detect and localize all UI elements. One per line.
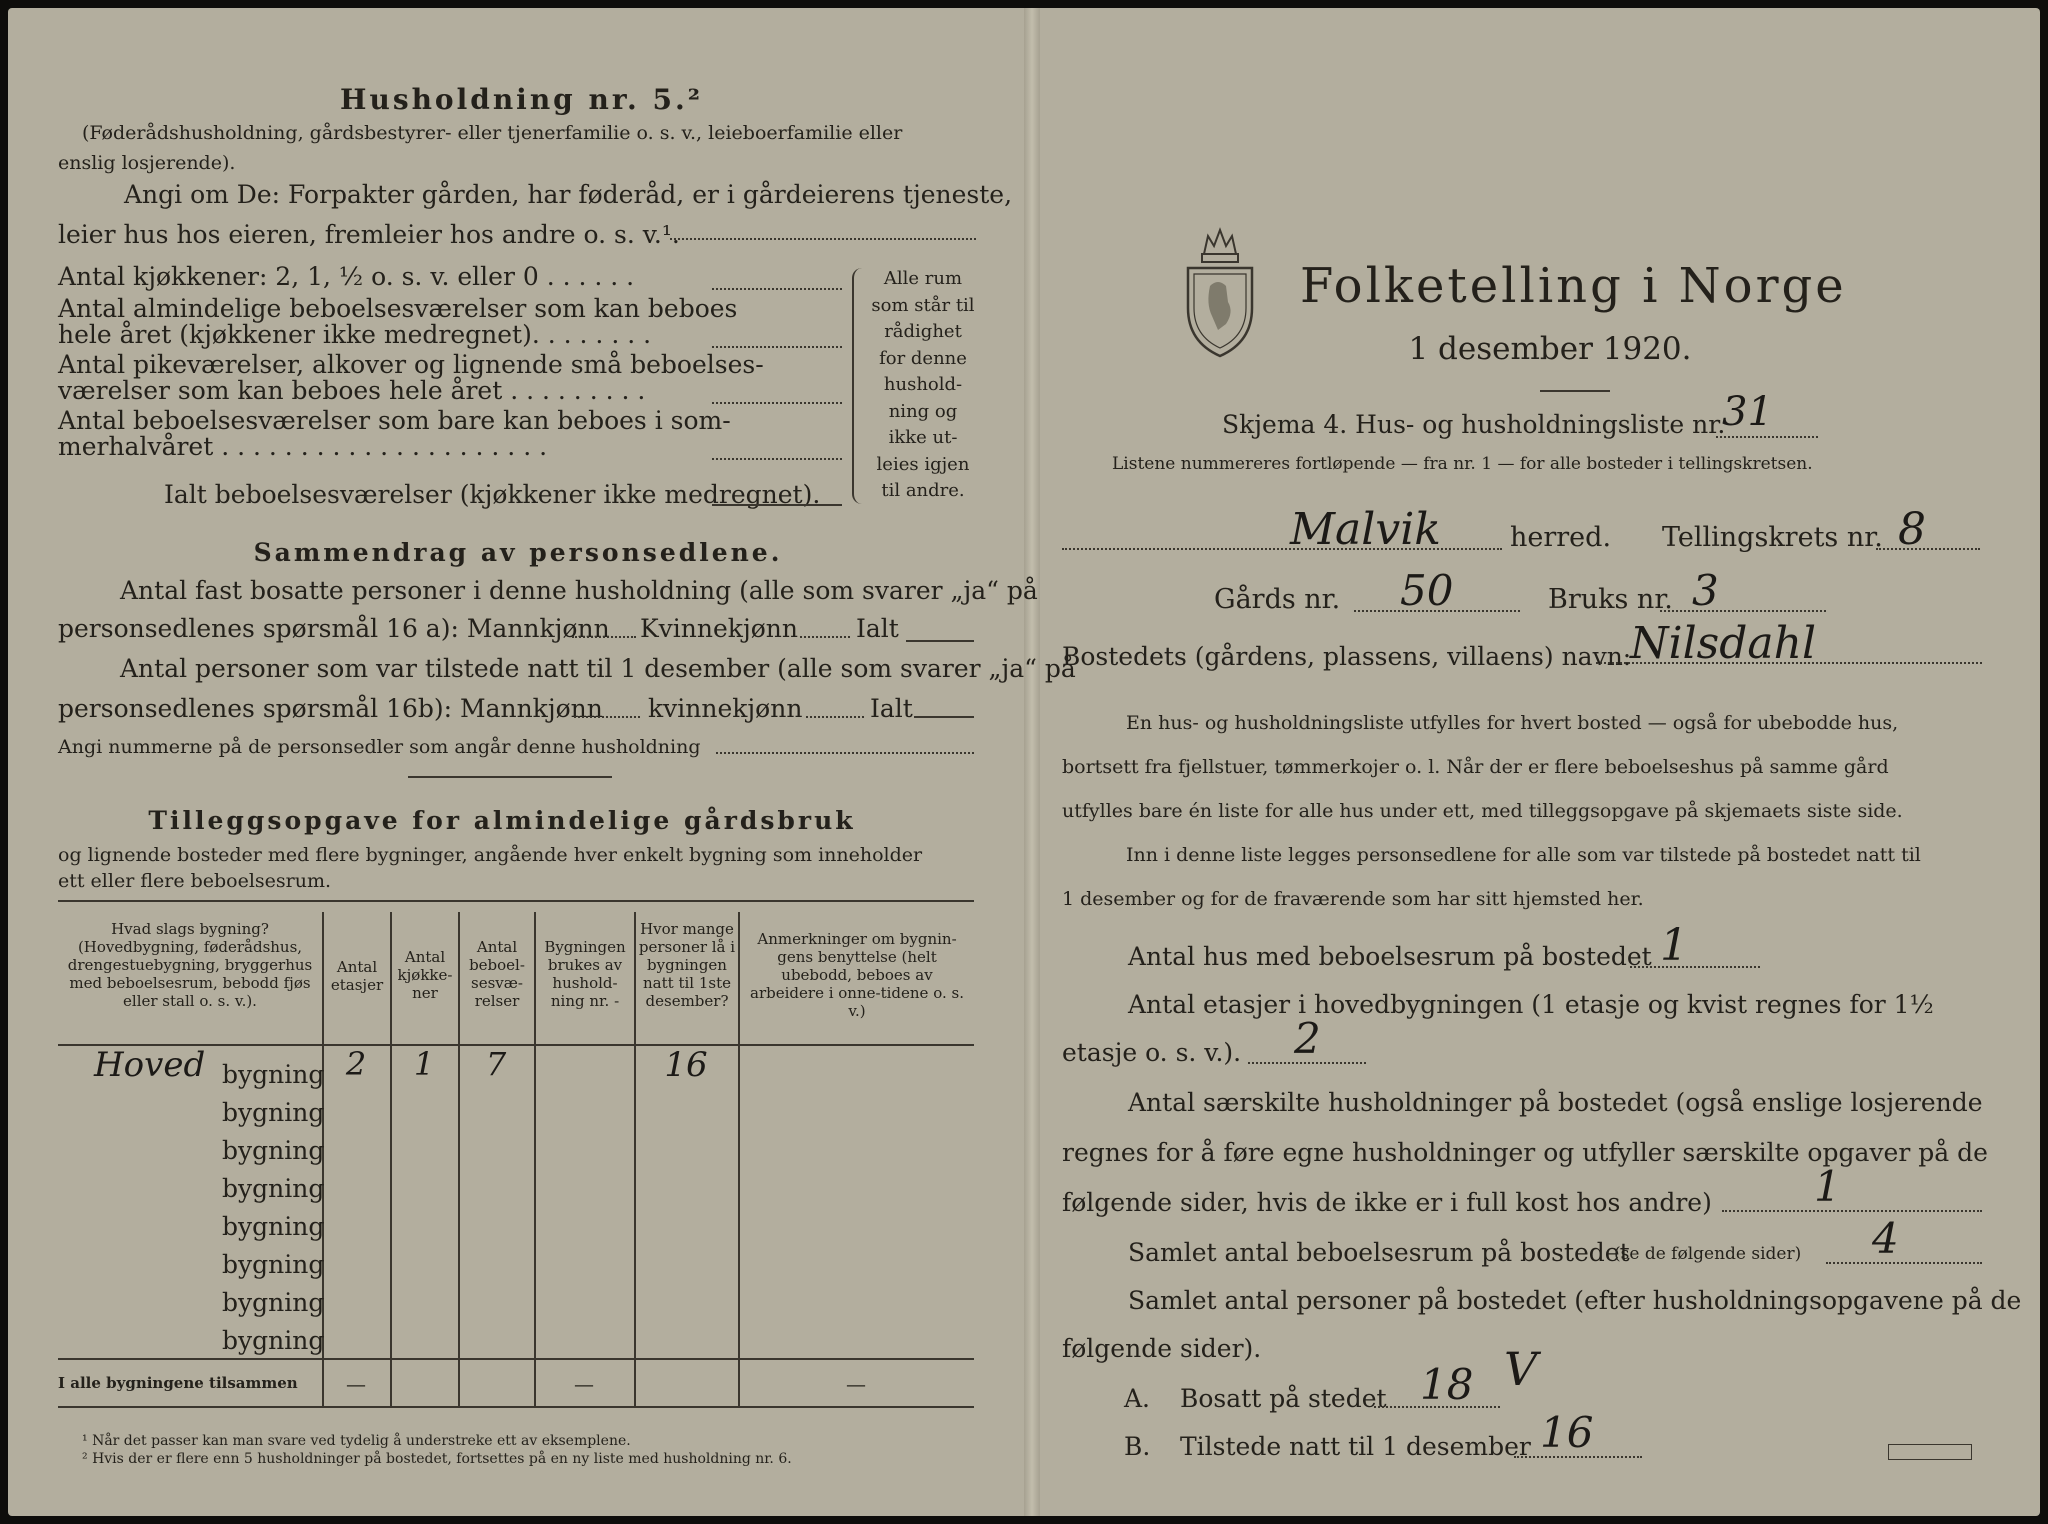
ordinary-rooms-line1: Antal almindelige beboelsesværelser som kan beboes	[58, 294, 738, 323]
total-rooms-label: Ialt beboelsesværelser (kjøkkener ikke medregnet).	[164, 480, 821, 509]
b-label: B.	[1124, 1432, 1151, 1461]
summer-rooms-line1: Antal beboelsesværelser som bare kan beboes i som-	[58, 406, 731, 435]
header-building-type: Hvad slags bygning? (Hovedbygning, føderådshus, drengestuebygning, bryggerhus med beboelsesrum, bebodd fjøs eller stall o. s. v.).	[67, 920, 313, 1010]
gards-label: Gårds nr.	[1214, 584, 1341, 615]
header-rooms: Antal beboel-sesvæ-relser	[469, 938, 525, 1010]
summary-p3: Angi nummerne på de personsedler som angår denne husholdning	[58, 736, 701, 758]
schema-value: 31	[1722, 389, 1773, 435]
side-note-line: hushold-	[883, 374, 963, 395]
q-rooms-value: 4	[1872, 1214, 1899, 1263]
q-households-value: 1	[1814, 1162, 1841, 1211]
row-building-type-value: Hoved	[94, 1045, 206, 1085]
row-rooms-value: 7	[485, 1045, 507, 1083]
row-kitchens-value: 1	[413, 1045, 435, 1083]
ordinary-rooms-answer-line	[712, 346, 842, 348]
total-floors-dash: —	[346, 1372, 366, 1396]
b-text: Tilstede natt til 1 desember	[1180, 1432, 1531, 1461]
header-kitchens: Antal kjøkke-ner	[397, 948, 453, 1002]
row-building-label: bygning	[222, 1060, 325, 1089]
side-note-line: som står til	[871, 294, 975, 316]
household-subtitle-line1: (Føderådshusholdning, gårdsbestyrer- eller tjenerfamilie o. s. v., leieboerfamilie eller	[82, 122, 903, 144]
table-row	[58, 1316, 974, 1354]
table-row	[58, 1240, 974, 1278]
total-row-label: I alle bygningene tilsammen	[58, 1374, 298, 1392]
side-note-line: ikke ut-	[888, 427, 958, 448]
angi-line1: Angi om De: Forpakter gården, har føderåd, er i gårdeierens tjeneste,	[124, 180, 1013, 209]
q-floors-value: 2	[1294, 1014, 1321, 1063]
ordinary-rooms-line2: hele året (kjøkkener ikke medregnet). . . . . . . .	[58, 320, 652, 349]
table-row	[58, 1126, 974, 1164]
maid-rooms-answer-line	[712, 402, 842, 404]
side-note-line: til andre.	[881, 480, 965, 501]
bosted-answer-line	[1596, 662, 1982, 664]
female-present-line	[806, 716, 864, 718]
side-note-brace	[852, 268, 864, 504]
table-top-border	[58, 900, 974, 902]
q-houses-label: Antal hus med beboelsesrum på bostedet	[1128, 942, 1652, 971]
male-present-line	[574, 716, 640, 718]
herred-label: herred.	[1510, 522, 1612, 553]
instr1-line2: bortsett fra fjellstuer, tømmerkojer o. l. Når der er flere beboelseshus på samme gård	[1062, 756, 1889, 778]
footnote-2: ² Hvis der er flere enn 5 husholdninger på bostedet, fortsettes på en ny liste med husholdning nr. 6.	[82, 1451, 792, 1467]
title-divider	[1540, 390, 1610, 392]
instr1-line1: En hus- og husholdningsliste utfylles for hvert bosted — også for ubebodde hus,	[1126, 712, 1899, 734]
total-household-dash: —	[574, 1372, 594, 1396]
kitchens-answer-line	[712, 288, 842, 290]
summer-rooms-line2: merhalvåret . . . . . . . . . . . . . . . . . . . . .	[58, 432, 548, 461]
q-floors-line2: etasje o. s. v.).	[1062, 1038, 1242, 1067]
a-value: 18	[1420, 1360, 1474, 1409]
header-notes: Anmerkninger om bygnin-gens benyttelse (helt ubebodd, beboes av arbeidere i onne-tidene o. s. v.)	[750, 930, 964, 1020]
b-value: 16	[1540, 1408, 1594, 1457]
header-persons: Hvor mange personer lå i bygningen natt til 1ste desember?	[638, 920, 736, 1010]
a-label: A.	[1124, 1384, 1151, 1413]
female-resident-line	[800, 636, 850, 638]
summary-p1-line1: Antal fast bosatte personer i denne husholdning (alle som svarer „ja“ på	[120, 576, 1038, 605]
page-fold	[1024, 8, 1040, 1516]
gards-answer-line	[1354, 610, 1520, 612]
maid-rooms-line1: Antal pikeværelser, alkover og lignende små beboelses-	[58, 350, 764, 379]
table-row	[58, 1164, 974, 1202]
table-bottom-border	[58, 1406, 974, 1408]
household-title: Husholdning nr. 5.²	[340, 83, 704, 116]
header-household: Bygningen brukes av hushold-ning nr. -	[544, 938, 626, 1010]
angi-line2: leier hus hos eieren, fremleier hos andre o. s. v.¹.	[58, 220, 680, 249]
bosted-value: Nilsdahl	[1630, 618, 1817, 669]
q-persons-line1: Samlet antal personer på bostedet (efter husholdningsopgavene på de	[1128, 1286, 2022, 1315]
total-resident-line	[906, 640, 974, 642]
numbering-note: Listene nummereres fortløpende — fra nr. 1 — for alle bosteder i tellingskretsen.	[1112, 454, 1813, 474]
side-note-line: for denne	[879, 347, 967, 369]
row-building-label: bygning	[222, 1174, 325, 1203]
summary-p2-line2-b: kvinnekjønn	[648, 694, 803, 723]
q-houses-value: 1	[1660, 920, 1688, 971]
summary-p2-line2-a: personsedlenes spørsmål 16b): Mannkjønn	[58, 694, 603, 723]
total-present-line	[914, 716, 974, 718]
side-note-line: leies igjen	[876, 453, 970, 475]
a-check-mark: V	[1504, 1342, 1538, 1396]
q-rooms-answer-line	[1826, 1262, 1982, 1264]
row-building-label: bygning	[222, 1098, 325, 1127]
table-row	[58, 1202, 974, 1240]
summary-p1-line2-b: Kvinnekjønn	[640, 614, 798, 643]
building-table	[58, 900, 976, 1410]
row-persons-value: 16	[664, 1045, 708, 1085]
krets-answer-line	[1876, 548, 1980, 550]
angi-answer-line	[670, 238, 976, 240]
supplement-line2: ett eller flere beboelsesrum.	[58, 870, 332, 892]
section-divider	[408, 776, 612, 778]
schema-answer-line	[1716, 436, 1818, 438]
male-resident-line	[572, 636, 636, 638]
q-floors-line1: Antal etasjer i hovedbygningen (1 etasje og kvist regnes for 1½	[1128, 990, 1934, 1019]
supplement-line1: og lignende bosteder med flere bygninger, angående hver enkelt bygning som inneholder	[58, 844, 923, 866]
instr1-line3: utfylles bare én liste for alle hus under ett, med tilleggsopgave på skjemaets siste side.	[1062, 800, 1903, 822]
q-households-line2: regnes for å føre egne husholdninger og utfyller særskilte opgaver på de	[1062, 1138, 1988, 1167]
q-rooms-note: (se de følgende sider)	[1614, 1244, 1802, 1264]
bruks-value: 3	[1692, 566, 1719, 615]
b-answer-line	[1514, 1456, 1642, 1458]
total-notes-dash: —	[846, 1372, 866, 1396]
personsedler-answer-line	[716, 752, 974, 754]
table-row	[58, 1045, 974, 1089]
a-answer-line	[1374, 1406, 1500, 1408]
summer-rooms-answer-line	[712, 458, 842, 460]
a-text: Bosatt på stedet	[1180, 1384, 1387, 1413]
gards-value: 50	[1400, 566, 1454, 615]
row-floors-value: 2	[345, 1045, 367, 1083]
census-date: 1 desember 1920.	[1408, 331, 1692, 367]
footnote-1: ¹ Når det passer kan man svare ved tydelig å understreke ett av eksemplene.	[82, 1433, 631, 1449]
summary-p2-line2-c: Ialt	[870, 694, 913, 723]
row-building-label: bygning	[222, 1288, 325, 1317]
header-floors: Antal etasjer	[330, 958, 384, 994]
household-subtitle-line2: enslig losjerende).	[58, 152, 236, 174]
herred-value: Malvik	[1290, 504, 1441, 555]
census-title: Folketelling i Norge	[1300, 258, 1847, 314]
q-rooms-label: Samlet antal beboelsesrum på bostedet	[1128, 1238, 1630, 1267]
row-building-label: bygning	[222, 1212, 325, 1241]
side-note-line: Alle rum	[883, 268, 963, 289]
table-row	[58, 1088, 974, 1126]
table-total-border	[58, 1358, 974, 1360]
q-households-line3: følgende sider, hvis de ikke er i full kost hos andre)	[1062, 1188, 1712, 1217]
row-building-label: bygning	[222, 1326, 325, 1355]
total-rooms-answer-line	[712, 504, 842, 506]
krets-value: 8	[1898, 504, 1926, 555]
row-building-label: bygning	[222, 1250, 325, 1279]
bruks-label: Bruks nr.	[1548, 584, 1673, 615]
printer-stamp	[1888, 1444, 1972, 1460]
side-note-line: ning og	[888, 400, 958, 422]
coat-of-arms-icon	[1180, 212, 1260, 362]
supplement-heading: Tilleggsopgave for almindelige gårdsbruk	[148, 806, 856, 835]
maid-rooms-line2: værelser som kan beboes hele året . . . . . . . . .	[58, 376, 646, 405]
side-note-line: rådighet	[884, 321, 962, 342]
q-houses-answer-line	[1630, 966, 1760, 968]
instr2-line1: Inn i denne liste legges personsedlene for alle som var tilstede på bostedet natt til	[1126, 844, 1921, 866]
schema-label: Skjema 4. Hus- og husholdningsliste nr.	[1222, 410, 1726, 439]
summary-p1-line2-c: Ialt	[856, 614, 899, 643]
q-persons-line2: følgende sider).	[1062, 1334, 1262, 1363]
summary-p1-line2-a: personsedlenes spørsmål 16 a): Mannkjønn	[58, 614, 610, 643]
q-households-answer-line	[1722, 1210, 1982, 1212]
side-note	[868, 266, 978, 505]
q-households-line1: Antal særskilte husholdninger på bostedet (også enslige losjerende	[1128, 1088, 1983, 1117]
kitchens-label: Antal kjøkkener: 2, 1, ½ o. s. v. eller 0 . . . . . .	[58, 262, 635, 291]
q-floors-answer-line	[1248, 1062, 1366, 1064]
table-row	[58, 1278, 974, 1316]
instr2-line2: 1 desember og for de fraværende som har sitt hjemsted her.	[1062, 888, 1644, 910]
bruks-answer-line	[1660, 610, 1826, 612]
summary-heading: Sammendrag av personsedlene.	[253, 538, 783, 567]
row-building-label: bygning	[222, 1136, 325, 1165]
bosted-label: Bostedets (gårdens, plassens, villaens) navn:	[1062, 642, 1632, 671]
summary-p2-line1: Antal personer som var tilstede natt til 1 desember (alle som svarer „ja“ på	[120, 654, 1076, 683]
krets-label: Tellingskrets nr.	[1662, 522, 1883, 553]
